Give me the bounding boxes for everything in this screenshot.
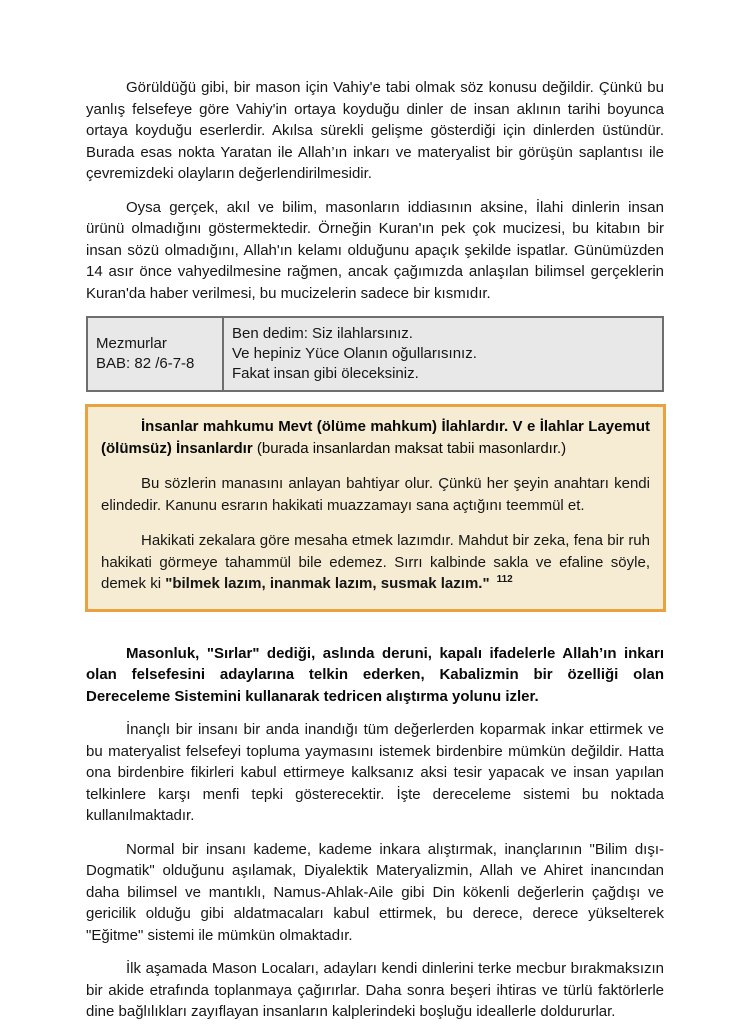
quote-box-heading <box>101 416 650 459</box>
scripture-reference-cell <box>87 317 223 391</box>
paragraph-body-3: İlk aşamada Mason Locaları, adayları kendi dinlerini terke mecbur bırakmaksızın bir akide etrafında toplanmaya çağırırlar. Daha sonra beşeri ihtiras ve türlü faktörlerle dine bağlılıkları zayıflayan insanların kalplerindeki boşluğu ideallerle doldururlar. <box>86 960 664 1020</box>
footnote-reference: 112 <box>496 574 513 585</box>
scripture-table-row <box>87 317 663 391</box>
scripture-chapter-verse: BAB: 82 /6-7-8 <box>96 355 195 372</box>
paragraph-body-1: İnançlı bir insanı bir anda inandığı tüm değerlerden koparmak inkar ettirmek ve bu materyalist felsefeyi topluma yaymasını istemek birdenbire mümkün değildir. Hatta ona birdenbire fikirleri kabul ettirmeye kalksanız aksi tesir yapacak ve insan yapılan telkinlere karşı menfi tepki gösterecektir. İşte dereceleme sistemi bu noktada kullanılmaktadır. <box>86 721 664 824</box>
scripture-verses-cell <box>223 317 663 391</box>
scripture-verse-line: Ve hepiniz Yüce Olanın oğullarısınız. <box>232 345 477 362</box>
scripture-book: Mezmurlar <box>96 335 167 352</box>
scripture-verse-line: Ben dedim: Siz ilahlarsınız. <box>232 325 413 342</box>
scripture-table <box>86 316 664 392</box>
paragraph-emphasis: Masonluk, "Sırlar" dediği, aslında deruni, kapalı ifadelerle Allah’ın inkarı olan felsefesini adaylarına telkin ederken, Kabalizmin bir özelliği olan Dereceleme Sistemini kullanarak tedricen alıştırma yolunu izler. <box>86 644 664 705</box>
quote-box-paragraph-1: Bu sözlerin manasını anlayan bahtiyar olur. Çünkü her şeyin anahtarı kendi elindedir. Kanunu esrarın hakikati muazzamayı sana açtığını teemmül et. <box>101 475 650 514</box>
paragraph-intro-2: Oysa gerçek, akıl ve bilim, masonların iddiasının aksine, İlahi dinlerin insan ürünü olmadığını göstermektedir. Örneğin Kuran'ın pek çok mucizesi, bu kitabın bir insan sözü olmadığını, Allah'ın kelamı olduğunu apaçık şekilde ispatlar. Günümüzden 14 asır önce vahyedilmesine rağmen, ancak çağımızda anlaşılan bilimsel gerçeklerin Kuran'da haber verilmesi, bu mucizelerin sadece bir kısmıdır. <box>86 198 664 302</box>
paragraph-body-2: Normal bir insanı kademe, kademe inkara alıştırmak, inançlarının "Bilim dışı-Dogmatik" olduğunu aşılamak, Diyalektik Materyalizmin, Allah ve Ahiret inancından daha bilimsel ve mantıklı, Namus-Ahlak-Aile gibi Din kökenli değerlerin çağdışı ve gericilik olduğu gibi aldatmacaları kabul ettirmek, bu derece, derece yükselterek "Eğitme" sistemi ile mümkün olmaktadır. <box>86 840 664 944</box>
quote-box-paragraph-2-bold: "bilmek lazım, inanmak lazım, susmak lazım." <box>165 575 490 592</box>
quote-box-paragraph-2-normal: Hakikati zekalara göre mesaha etmek lazımdır. Mahdut bir zeka, fena bir ruh hakikati görmeye tahammül bile edemez. Sırrı kalbinde sakla ve efaline söyle, demek ki <box>101 532 650 592</box>
quote-box-heading-normal: (burada insanlardan maksat tabii masonlardır.) <box>252 439 567 457</box>
quote-box-heading-bold: İnsanlar mahkumu Mevt (ölüme mahkum) İlahlardır. V e İlahlar Layemut (ölümsüz) İnsanlardır <box>101 418 650 457</box>
paragraph-intro-1: Görüldüğü gibi, bir mason için Vahiy'e tabi olmak söz konusu değildir. Çünkü bu yanlış felsefeye göre Vahiy'in ortaya koyduğu dinler de insan aklının tarihi boyunca ortaya koyduğu eserlerdir. Akılsa sürekli gelişme gösterdiği için dinlerden üstündür. Burada esas nokta Yaratan ile Allah’ın inkarı ve materyalist bir görüşün saplantısı ile çevremizdeki olayların değerlendirilmesidir. <box>86 79 664 182</box>
scripture-verse-line: Fakat insan gibi öleceksiniz. <box>232 365 419 382</box>
quote-box <box>85 404 666 612</box>
quote-box-paragraph-2 <box>101 530 650 595</box>
